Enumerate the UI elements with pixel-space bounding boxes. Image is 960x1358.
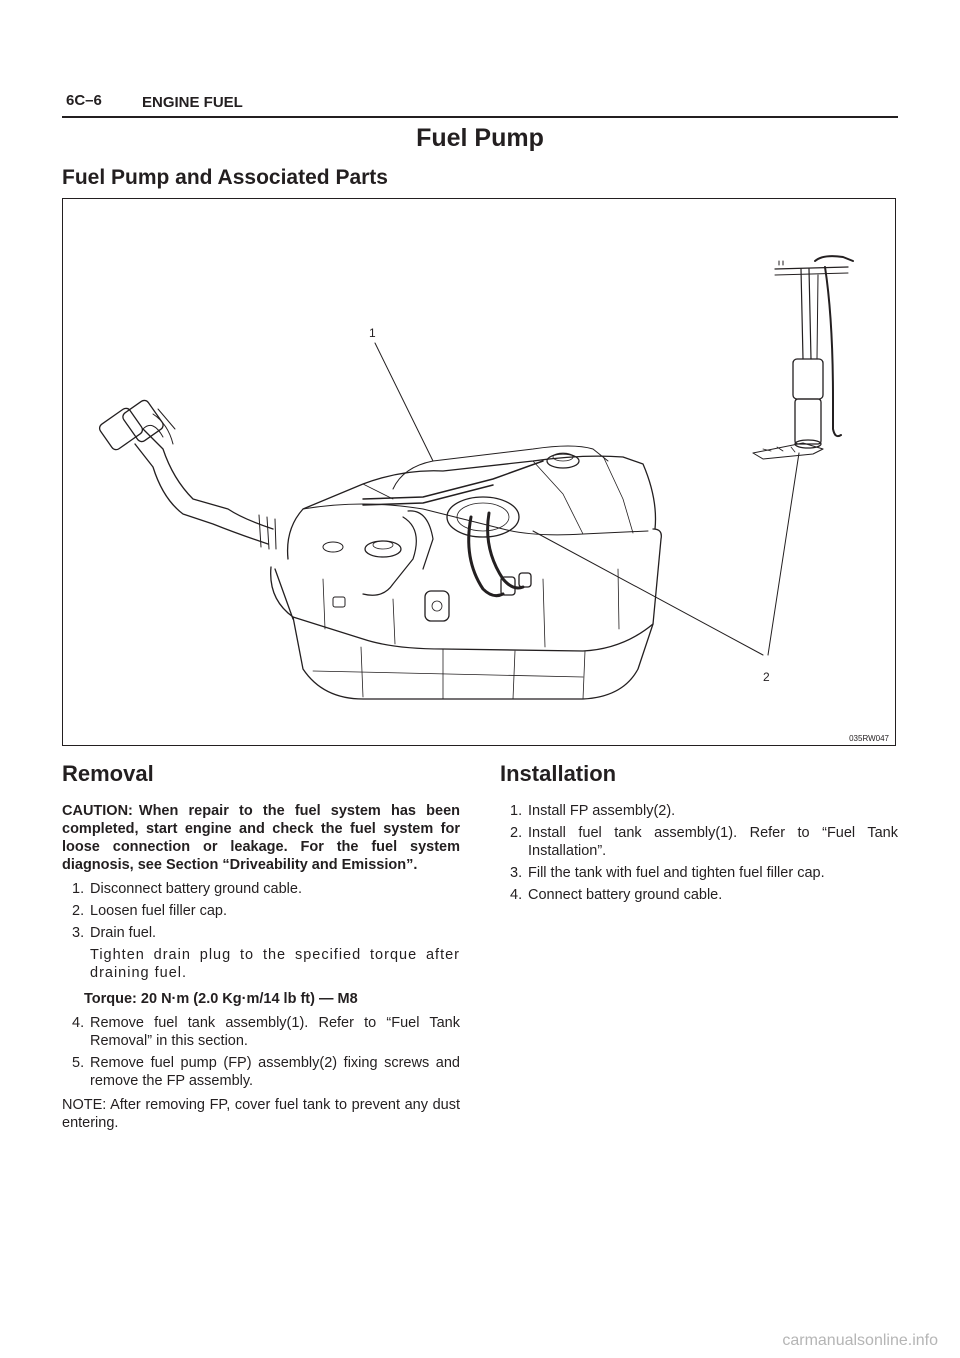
removal-step-3: 3. Drain fuel.: [72, 925, 157, 941]
callout-1: 1: [369, 326, 376, 340]
installation-section: [500, 760, 898, 908]
installation-steps: [500, 802, 898, 904]
removal-step-5: 5. Remove fuel pump (FP) assembly(2) fixing screws and remove the FP assembly.: [72, 1055, 460, 1089]
torque-spec: Torque: 20 N·m (2.0 Kg·m/14 lb ft) — M8: [84, 991, 358, 1007]
callout-2: 2: [763, 670, 770, 684]
note-paragraph: NOTE: After removing FP, cover fuel tank to prevent any dust entering.: [62, 1097, 460, 1131]
installation-step-4: 4. Connect battery ground cable.: [510, 887, 723, 903]
removal-steps-continued: [62, 1014, 460, 1090]
figure-title: Fuel Pump and Associated Parts: [62, 166, 388, 189]
removal-step-2: 2. Loosen fuel filler cap.: [72, 903, 228, 919]
watermark: carmanualsonline.info: [782, 1332, 938, 1349]
page-header: [62, 88, 898, 118]
installation-step-2: 2. Install fuel tank assembly(1). Refer to “Fuel Tank Installation”.: [510, 825, 898, 859]
removal-step-1: 1. Disconnect battery ground cable.: [72, 881, 302, 897]
installation-heading: Installation: [500, 761, 617, 786]
page-number: 6C–6: [66, 92, 102, 109]
caution-label: CAUTION:: [62, 803, 133, 819]
section-name: ENGINE FUEL: [142, 94, 243, 111]
installation-step-1: 1. Install FP assembly(2).: [510, 803, 676, 819]
page-title: Fuel Pump: [416, 124, 544, 152]
step3-detail: Tighten drain plug to the specified torque after draining fuel.: [90, 947, 460, 981]
caution-text: When repair to the fuel system has been completed, start engine and check the fuel system for loose connection or leakage. For the fuel system diagnosis, see Section “Driveability and Emission”.: [62, 803, 460, 873]
caution-paragraph: [62, 802, 460, 874]
fuel-pump-illustration: [62, 198, 896, 746]
header-rule: [62, 116, 898, 118]
installation-step-3: 3. Fill the tank with fuel and tighten fuel filler cap.: [510, 865, 825, 881]
figure-code: 035RW047: [849, 734, 889, 743]
removal-heading: Removal: [62, 761, 154, 786]
removal-section: [62, 760, 460, 1132]
removal-step-4: 4. Remove fuel tank assembly(1). Refer to “Fuel Tank Removal” in this section.: [72, 1015, 460, 1049]
fuel-tank-drawing: [63, 199, 896, 746]
removal-steps: [62, 880, 460, 942]
